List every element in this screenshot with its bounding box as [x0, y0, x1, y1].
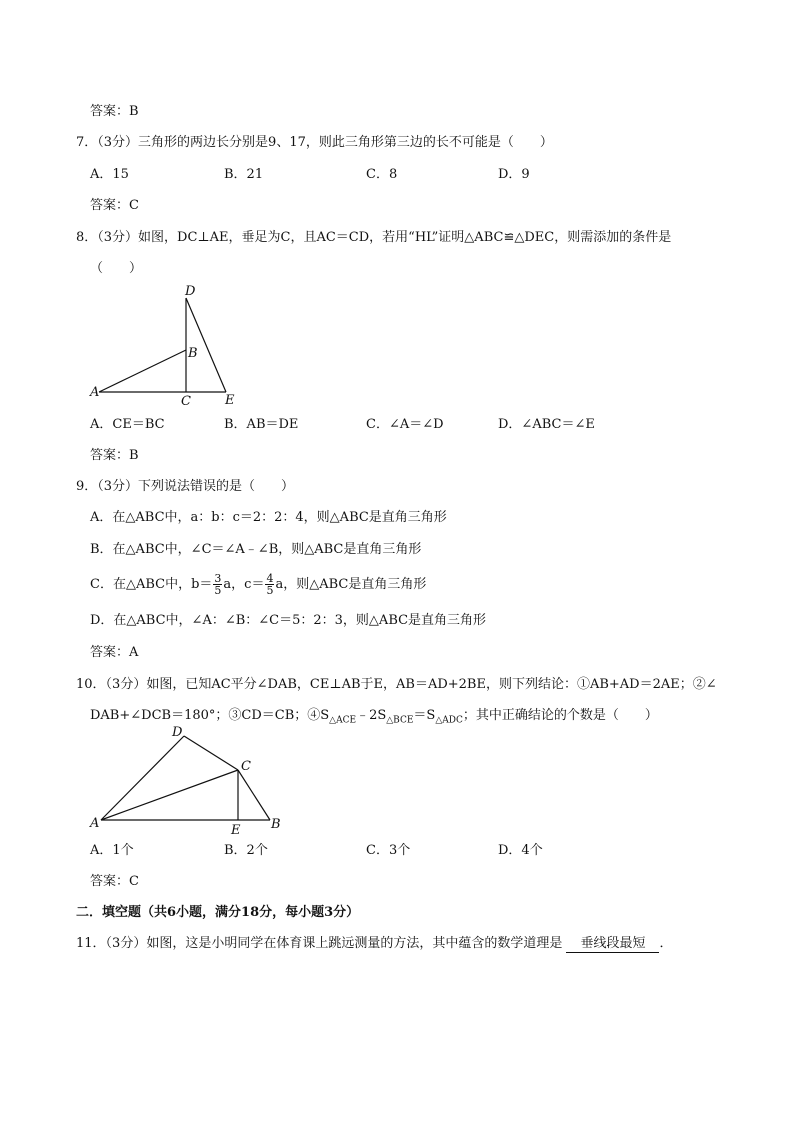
q8-label-e: E — [225, 393, 235, 408]
q8-label-d: D — [185, 284, 196, 299]
q10-sub-bce: △BCE — [386, 715, 414, 726]
q11-end: ． — [659, 936, 673, 951]
q11-answer-blank: 垂线段最短 — [566, 936, 659, 953]
q9-c-frac1-den: 5 — [214, 584, 222, 597]
q9-option-c — [90, 573, 426, 596]
q7-option-a: A．15 — [90, 167, 129, 182]
q7-option-b: B．21 — [224, 167, 264, 182]
q11-text: 11．（3分）如图，这是小明同学在体育课上跳远测量的方法，其中蕴含的数学道理是 — [76, 936, 563, 951]
q10-option-b: B．2个 — [224, 843, 268, 858]
question-8-line2: （ ） — [90, 261, 143, 276]
answer-8: 答案：B — [90, 448, 139, 463]
q8-label-a: A — [90, 385, 100, 400]
q9-c-mid: a，c＝ — [223, 577, 265, 592]
q10-label-e: E — [231, 823, 241, 838]
q9-c-frac2-den: 5 — [266, 584, 274, 597]
q8-option-b: B．AB＝DE — [224, 417, 299, 432]
section-2-heading: 二．填空题（共6小题，满分18分，每小题3分） — [76, 905, 360, 920]
q8-label-b: B — [188, 346, 198, 361]
q10-quadrilateral-figure — [86, 724, 296, 839]
q9-option-a: A．在△ABC中，a：b：c＝2：2：4，则△ABC是直角三角形 — [90, 510, 447, 525]
answer-6: 答案：B — [90, 104, 139, 119]
q10-line2-pre: DAB+∠DCB＝180°；③CD＝CB；④S — [90, 708, 330, 723]
q9-c-frac1-num: 3 — [214, 572, 222, 585]
question-11 — [76, 935, 673, 953]
answer-10: 答案：C — [90, 874, 139, 889]
q9-c-pre: C．在△ABC中，b＝ — [90, 577, 213, 592]
q10-line2-mid1: ﹣2S — [356, 708, 387, 723]
q10-label-d: D — [172, 725, 183, 740]
q10-label-a: A — [90, 816, 100, 831]
question-9-text: 9．（3分）下列说法错误的是（ ） — [76, 479, 295, 494]
q9-option-b: B．在△ABC中，∠C＝∠A﹣∠B，则△ABC是直角三角形 — [90, 542, 422, 557]
q10-sub-ace: △ACE — [329, 715, 357, 726]
q10-option-d: D．4个 — [498, 843, 543, 858]
q9-c-fraction-2 — [265, 573, 274, 596]
q9-c-fraction-1 — [213, 573, 222, 596]
q10-label-b: B — [271, 817, 281, 832]
q8-option-c: C．∠A＝∠D — [366, 417, 444, 432]
q10-line2-mid2: ＝S — [413, 708, 436, 723]
q10-option-a: A．1个 — [90, 843, 134, 858]
q7-option-c: C．8 — [366, 167, 398, 182]
answer-9: 答案：A — [90, 645, 139, 660]
q9-c-frac2-num: 4 — [266, 572, 274, 585]
q8-label-c: C — [181, 394, 191, 409]
q8-triangle-figure — [86, 280, 266, 410]
q8-option-a: A．CE＝BC — [90, 417, 165, 432]
question-10-line1: 10．（3分）如图，已知AC平分∠DAB，CE⊥AB于E，AB＝AD+2BE，则下列结论：①AB+AD＝2AE；②∠ — [76, 677, 717, 692]
q7-option-d: D．9 — [498, 167, 530, 182]
q8-option-d: D．∠ABC＝∠E — [498, 417, 595, 432]
question-8-line1: 8．（3分）如图，DC⊥AE，垂足为C，且AC＝CD，若用“HL”证明△ABC≌△DEC，则需添加的条件是 — [76, 230, 672, 245]
q10-sub-adc: △ADC — [435, 715, 463, 726]
q10-option-c: C．3个 — [366, 843, 411, 858]
q10-line2-post: ；其中正确结论的个数是（ ） — [462, 708, 658, 723]
q9-c-post: a，则△ABC是直角三角形 — [275, 577, 427, 592]
q9-option-d: D．在△ABC中，∠A：∠B：∠C＝5：2：3，则△ABC是直角三角形 — [90, 613, 487, 628]
answer-7: 答案：C — [90, 198, 139, 213]
question-7-text: 7．（3分）三角形的两边长分别是9、17，则此三角形第三边的长不可能是（ ） — [76, 135, 553, 150]
q10-label-c: C — [241, 759, 251, 774]
